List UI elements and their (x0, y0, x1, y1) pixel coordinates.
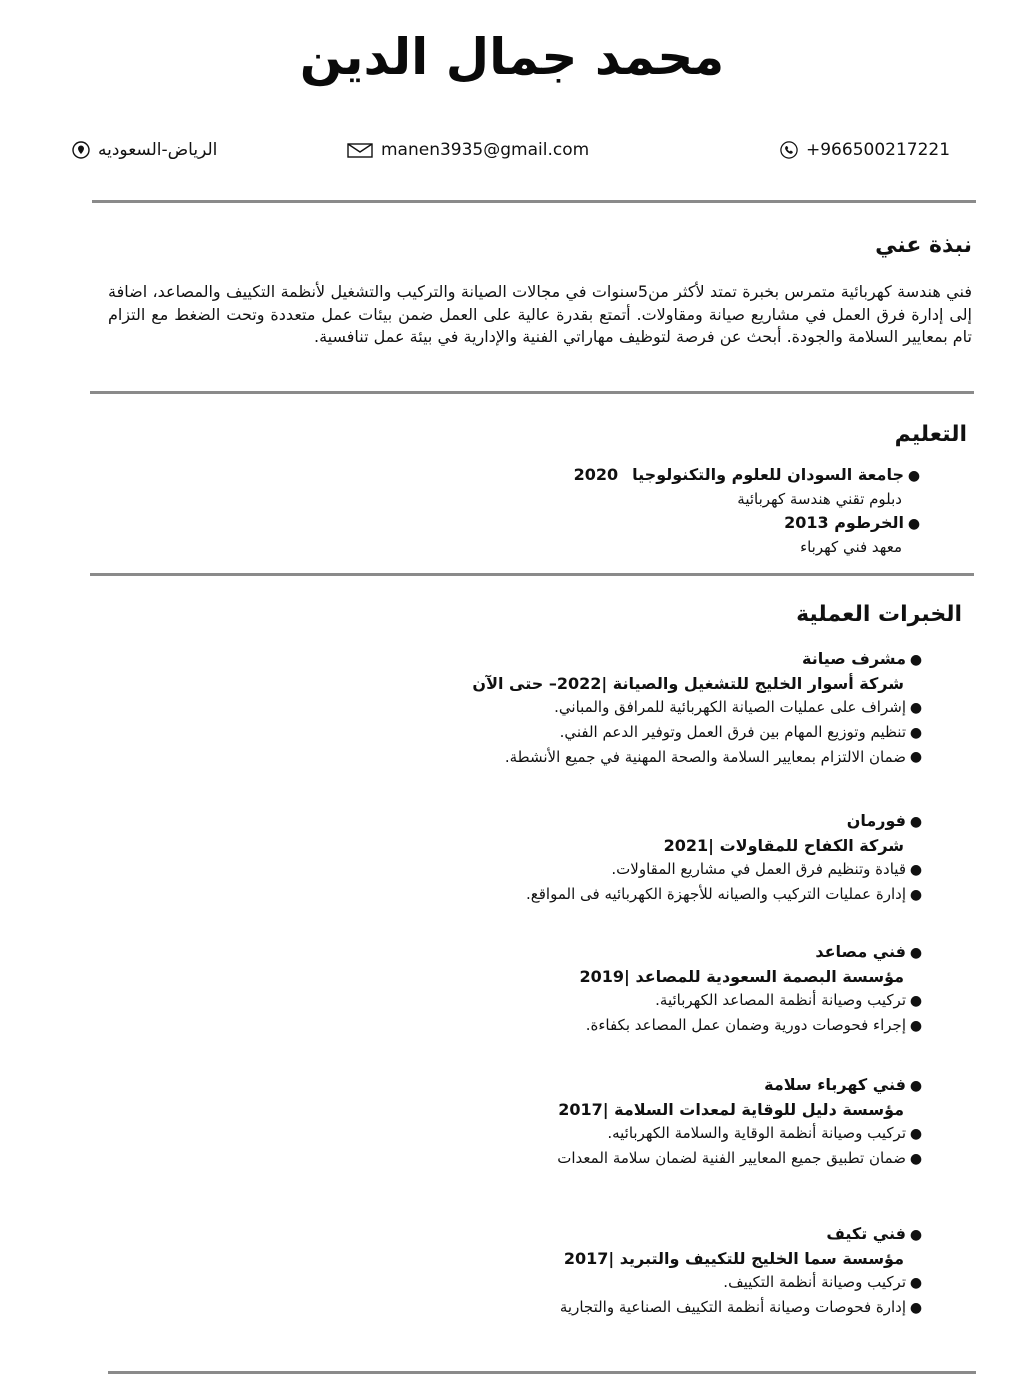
location-pin-icon (72, 141, 90, 159)
job-company: مؤسسة دليل للوقاية لمعدات السلامة |2017 (558, 1100, 904, 1119)
divider (108, 1371, 976, 1374)
job-task: إدارة عمليات التركيب والصيانه للأجهزة الكهربائيه فى المواقع. (525, 885, 906, 903)
job-title: مشرف صيانة (801, 649, 906, 668)
bullet-icon: ● (909, 1300, 923, 1316)
job-task: تنظيم وتوزيع المهام بين فرق العمل وتوفير الدعم الفني. (559, 723, 906, 741)
bullet-icon: ● (909, 725, 923, 741)
experience-list (466, 0, 926, 1377)
job-company: مؤسسة البصمة السعودية للمصاعد |2019 (579, 967, 904, 986)
bullet-icon: ● (909, 1275, 923, 1291)
envelope-icon (347, 141, 373, 159)
job-title: فني كهرباء سلامة (764, 1075, 906, 1094)
about-heading: نبذة عني (875, 233, 972, 258)
job-company: مؤسسة سما الخليج للتكييف والتبريد |2017 (563, 1249, 904, 1268)
bullet-icon: ● (909, 700, 923, 716)
bullet-icon: ● (909, 862, 923, 878)
bullet-icon: ● (907, 468, 921, 484)
email-link[interactable]: manen3935@gmail.com (381, 140, 590, 160)
job-entry (466, 809, 926, 907)
bullet-icon: ● (909, 749, 923, 765)
job-task: قيادة وتنظيم فرق العمل في مشاريع المقاولات. (611, 860, 906, 878)
bullet-icon: ● (907, 516, 921, 532)
job-task: تركيب وصيانة أنظمة التكييف. (723, 1273, 906, 1291)
bullet-icon: ● (909, 1151, 923, 1167)
experience-heading: الخبرات العملية (796, 602, 962, 627)
job-entry (466, 647, 926, 769)
education-heading: التعليم (894, 422, 967, 447)
about-text: فني هندسة كهربائية متمرس بخبرة تمتد لأكثر من5سنوات في مجالات الصيانة والتركيب والتشغيل لأنظمة التكييف والمصاعد، اضافة إلى إدارة فرق العمل في مشاريع صيانة ومقاولات. أتمتع بقدرة عالية على العمل ضمن بيئات عمل متعددة وتحت الضغط مع التزام تام بمعايير السلامة والجودة. أبحث عن فرصة لتوظيف مهاراتي الفنية والإدارية في بيئة عمل تنافسية. (108, 282, 972, 346)
job-task: ضمان تطبيق جميع المعايير الفنية لضمان سلامة المعدات (557, 1149, 906, 1167)
job-entry (466, 1073, 926, 1171)
location-text: الرياض-السعوديه (98, 140, 218, 160)
bullet-icon: ● (909, 1018, 923, 1034)
bullet-icon: ● (909, 993, 923, 1009)
job-company: شركة الكفاح للمقاولات |2021 (663, 836, 904, 855)
bullet-icon: ● (909, 1126, 923, 1142)
contact-location (72, 140, 217, 160)
job-title: فني مصاعد (815, 942, 906, 961)
job-title: فورمان (846, 811, 906, 830)
education-title: الخرطوم 2013 (784, 513, 904, 532)
bullet-icon: ● (909, 1078, 923, 1094)
job-task: إجراء فحوصات دورية وضمان عمل المصاعد بكفاءة. (585, 1016, 906, 1034)
job-entry (466, 940, 926, 1038)
job-task: إدارة فحوصات وصيانة أنظمة التكييف الصناعية والتجارية (559, 1298, 906, 1316)
job-title: فني تكيف (826, 1224, 906, 1243)
job-task: إشراف على عمليات الصيانة الكهربائية للمرافق والمباني. (554, 698, 906, 716)
education-detail: معهد فني كهرباء (800, 538, 902, 556)
phone-text: +966500217221 (806, 140, 951, 160)
bullet-icon: ● (909, 887, 923, 903)
bullet-icon: ● (909, 814, 923, 830)
job-entry (466, 1222, 926, 1320)
education-year: 2020 (573, 465, 619, 484)
resume-name: محمد جمال الدين (299, 28, 725, 86)
job-task: تركيب وصيانة أنظمة المصاعد الكهربائية. (655, 991, 906, 1009)
job-task: تركيب وصيانة أنظمة الوقاية والسلامة الكهربائيه. (607, 1124, 906, 1142)
bullet-icon: ● (909, 1227, 923, 1243)
job-company: شركة أسوار الخليج للتشغيل والصيانة |2022– حتى الآن (472, 674, 904, 693)
education-detail: دبلوم تقني هندسة كهربائية (737, 490, 902, 508)
job-task: ضمان الالتزام بمعايير السلامة والصحة المهنية في جميع الأنشطة. (504, 748, 906, 766)
bullet-icon: ● (909, 945, 923, 961)
bullet-icon: ● (909, 652, 923, 668)
education-title: جامعة السودان للعلوم والتكنولوجيا (632, 465, 904, 484)
